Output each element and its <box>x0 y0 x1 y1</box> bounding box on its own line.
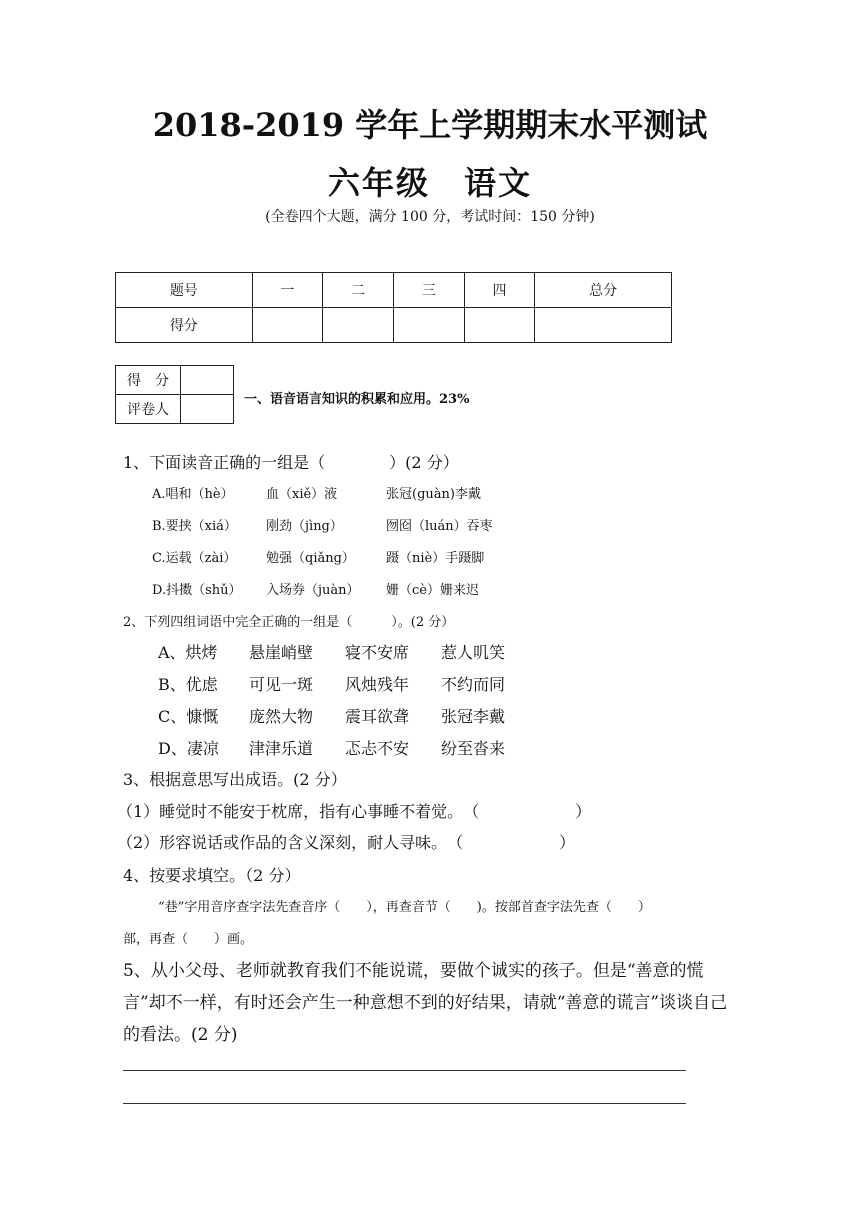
q2-word: A、烘烤 <box>158 643 218 662</box>
grader-box <box>115 365 234 424</box>
q2-option-d <box>158 736 505 759</box>
score-cell[interactable] <box>535 308 672 343</box>
score-cell[interactable] <box>252 308 323 343</box>
score-header-cell: 一 <box>252 273 323 308</box>
q1-option-a <box>152 483 481 502</box>
q2-word: 纷至沓来 <box>441 739 506 758</box>
q1-option-part: D.抖擞（shǔ） <box>152 583 242 598</box>
q4-line-1: “巷”字用音序查字法先查音序（ ），再查音节（ )。按部首查字法先查（ ） <box>158 900 651 915</box>
q1-option-part: C.运载（zài） <box>152 551 237 566</box>
q2-option-a <box>158 640 505 663</box>
q2-word: 惹人叽笑 <box>441 643 506 662</box>
q4-stem: 4、按要求填空。（2 分） <box>123 866 301 885</box>
grader-score-label: 得 分 <box>116 366 181 395</box>
score-cell[interactable] <box>323 308 394 343</box>
q2-word: 悬崖峭壁 <box>249 643 314 662</box>
q1-option-part: 刚劲（jìng） <box>266 519 343 534</box>
q4-line-2: 部，再查（ ）画。 <box>123 932 254 947</box>
exam-title: 2018-2019 学年上学期期末水平测试 <box>152 106 708 144</box>
q1-stem: 1、下面读音正确的一组是（ ）(2 分） <box>123 453 459 472</box>
q2-option-b <box>158 672 505 695</box>
q1-option-part: 姗（cè）姗来迟 <box>386 583 479 598</box>
grader-score-cell[interactable] <box>181 366 234 395</box>
answer-line[interactable] <box>123 1103 686 1104</box>
q2-word: 不约而同 <box>441 675 506 694</box>
score-header-cell: 题号 <box>116 273 253 308</box>
q2-word: B、优虑 <box>158 675 218 694</box>
grader-name-cell[interactable] <box>181 395 234 424</box>
exam-note: (全卷四个大题，满分 100 分，考试时间：150 分钟) <box>265 209 595 225</box>
q5-text: 5、从小父母、老师就教育我们不能说谎，要做个诚实的孩子。但是“善意的慌言”却不一样，有时还会产生一种意想不到的好结果，请就“善意的谎言”谈谈自己的看法。(2 分) <box>123 961 728 1045</box>
q1-option-b <box>152 515 493 534</box>
q1-option-c <box>152 547 484 566</box>
q1-option-d <box>152 579 479 598</box>
score-cell[interactable] <box>393 308 464 343</box>
q1-option-part: A.唱和（hè） <box>152 487 234 502</box>
q3-stem: 3、根据意思写出成语。(2 分） <box>123 770 347 789</box>
q1-option-part: 囫囵（luán）吞枣 <box>386 519 493 534</box>
q3-item-2: （2）形容说话或作品的含义深刻，耐人寻味。 （ ） <box>117 833 576 852</box>
q3-item-1: （1）睡觉时不能安于枕席，指有心事睡不着觉。 （ ） <box>117 802 592 821</box>
score-row-label: 得分 <box>116 308 253 343</box>
q1-option-part: B.要挟（xiá） <box>152 519 237 534</box>
score-table-score-row <box>116 308 672 343</box>
q1-option-part: 蹑（niè）手蹑脚 <box>386 551 485 566</box>
q1-option-part: 张冠(guàn)李戴 <box>386 487 481 502</box>
grader-name-label: 评卷人 <box>116 395 181 424</box>
q2-word: 寝不安席 <box>345 643 410 662</box>
q2-option-c <box>158 704 505 727</box>
q2-word: 庞然大物 <box>249 707 314 726</box>
q2-stem: 2、下列四组词语中完全正确的一组是（ ）。(2 分） <box>123 615 455 630</box>
score-header-cell: 二 <box>323 273 394 308</box>
q1-option-part: 血（xiě）液 <box>266 487 338 502</box>
q2-word: 忑忐不安 <box>345 739 410 758</box>
q1-option-part: 勉强（qiǎng） <box>266 551 355 566</box>
q2-word: 张冠李戴 <box>441 707 506 726</box>
score-header-cell: 三 <box>393 273 464 308</box>
q1-option-part: 入场券（juàn） <box>266 583 360 598</box>
score-header-cell: 总分 <box>535 273 672 308</box>
q2-word: 震耳欲聋 <box>345 707 410 726</box>
section-title: 一、语音语言知识的积累和应用。23% <box>244 392 470 407</box>
q2-word: 可见一斑 <box>249 675 314 694</box>
q2-word: 津津乐道 <box>249 739 314 758</box>
answer-line[interactable] <box>123 1070 686 1071</box>
q2-word: C、慷慨 <box>158 707 219 726</box>
q2-word: 风烛残年 <box>345 675 410 694</box>
score-table-header-row <box>116 273 672 308</box>
q2-word: D、凄凉 <box>158 739 219 758</box>
exam-subtitle: 六年级 语文 <box>327 164 532 202</box>
score-header-cell: 四 <box>464 273 535 308</box>
score-cell[interactable] <box>464 308 535 343</box>
score-table <box>115 272 672 343</box>
